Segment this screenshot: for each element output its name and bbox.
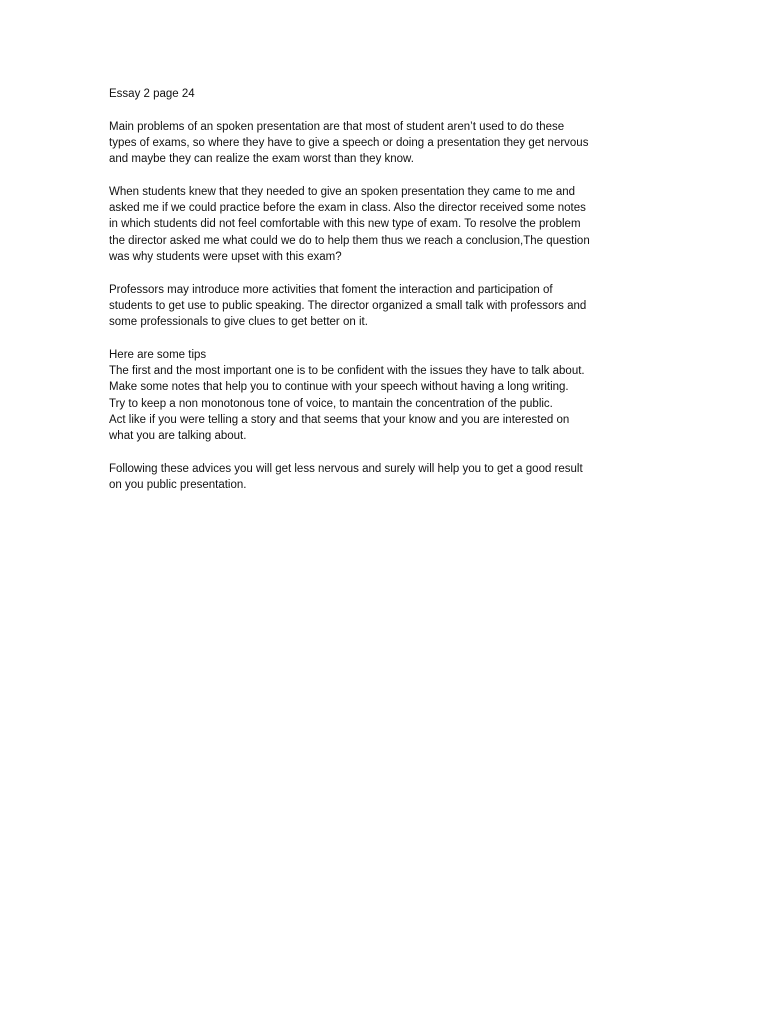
paragraph-professors (109, 282, 669, 331)
paragraph-conclusion (109, 461, 669, 494)
tip-line: Try to keep a non monotonous tone of voice, to mantain the concentration of the public. (109, 397, 553, 410)
tip-line: The first and the most important one is to be confident with the issues they have to talk about. (109, 365, 585, 378)
document-body (109, 86, 669, 510)
paragraph-line: was why students were upset with this exam? (109, 250, 342, 263)
paragraph-line: in which students did not feel comfortable with this new type of exam. To resolve the problem (109, 218, 581, 231)
tip-line: Act like if you were telling a story and that seems that your know and you are interested on (109, 413, 570, 426)
paragraph-line: When students knew that they needed to give an spoken presentation they came to me and (109, 185, 576, 198)
paragraph-line: on you public presentation. (109, 479, 247, 492)
paragraph-problems (109, 119, 669, 168)
paragraph-line: Professors may introduce more activities that foment the interaction and participation of (109, 283, 553, 296)
tip-line: what you are talking about. (109, 430, 247, 443)
paragraph-line: Following these advices you will get less nervous and surely will help you to get a good result (109, 462, 583, 475)
paragraph-students (109, 184, 669, 265)
paragraph-line: students to get use to public speaking. The director organized a small talk with professors and (109, 299, 587, 312)
page-heading: Essay 2 page 24 (109, 88, 195, 100)
paragraph-line: and maybe they can realize the exam worst than they know. (109, 153, 414, 166)
tip-line: Make some notes that help you to continue with your speech without having a long writing. (109, 381, 569, 394)
paragraph-line: asked me if we could practice before the exam in class. Also the director received some notes (109, 202, 586, 215)
paragraph-line: some professionals to give clues to get better on it. (109, 316, 368, 329)
paragraph-line: the director asked me what could we do to help them thus we reach a conclusion,The question (109, 234, 590, 247)
paragraph-line: types of exams, so where they have to give a speech or doing a presentation they get nervous (109, 136, 589, 149)
paragraph-tips (109, 347, 669, 445)
tips-heading: Here are some tips (109, 348, 207, 361)
paragraph-line: Main problems of an spoken presentation are that most of student aren’t used to do these (109, 120, 565, 133)
